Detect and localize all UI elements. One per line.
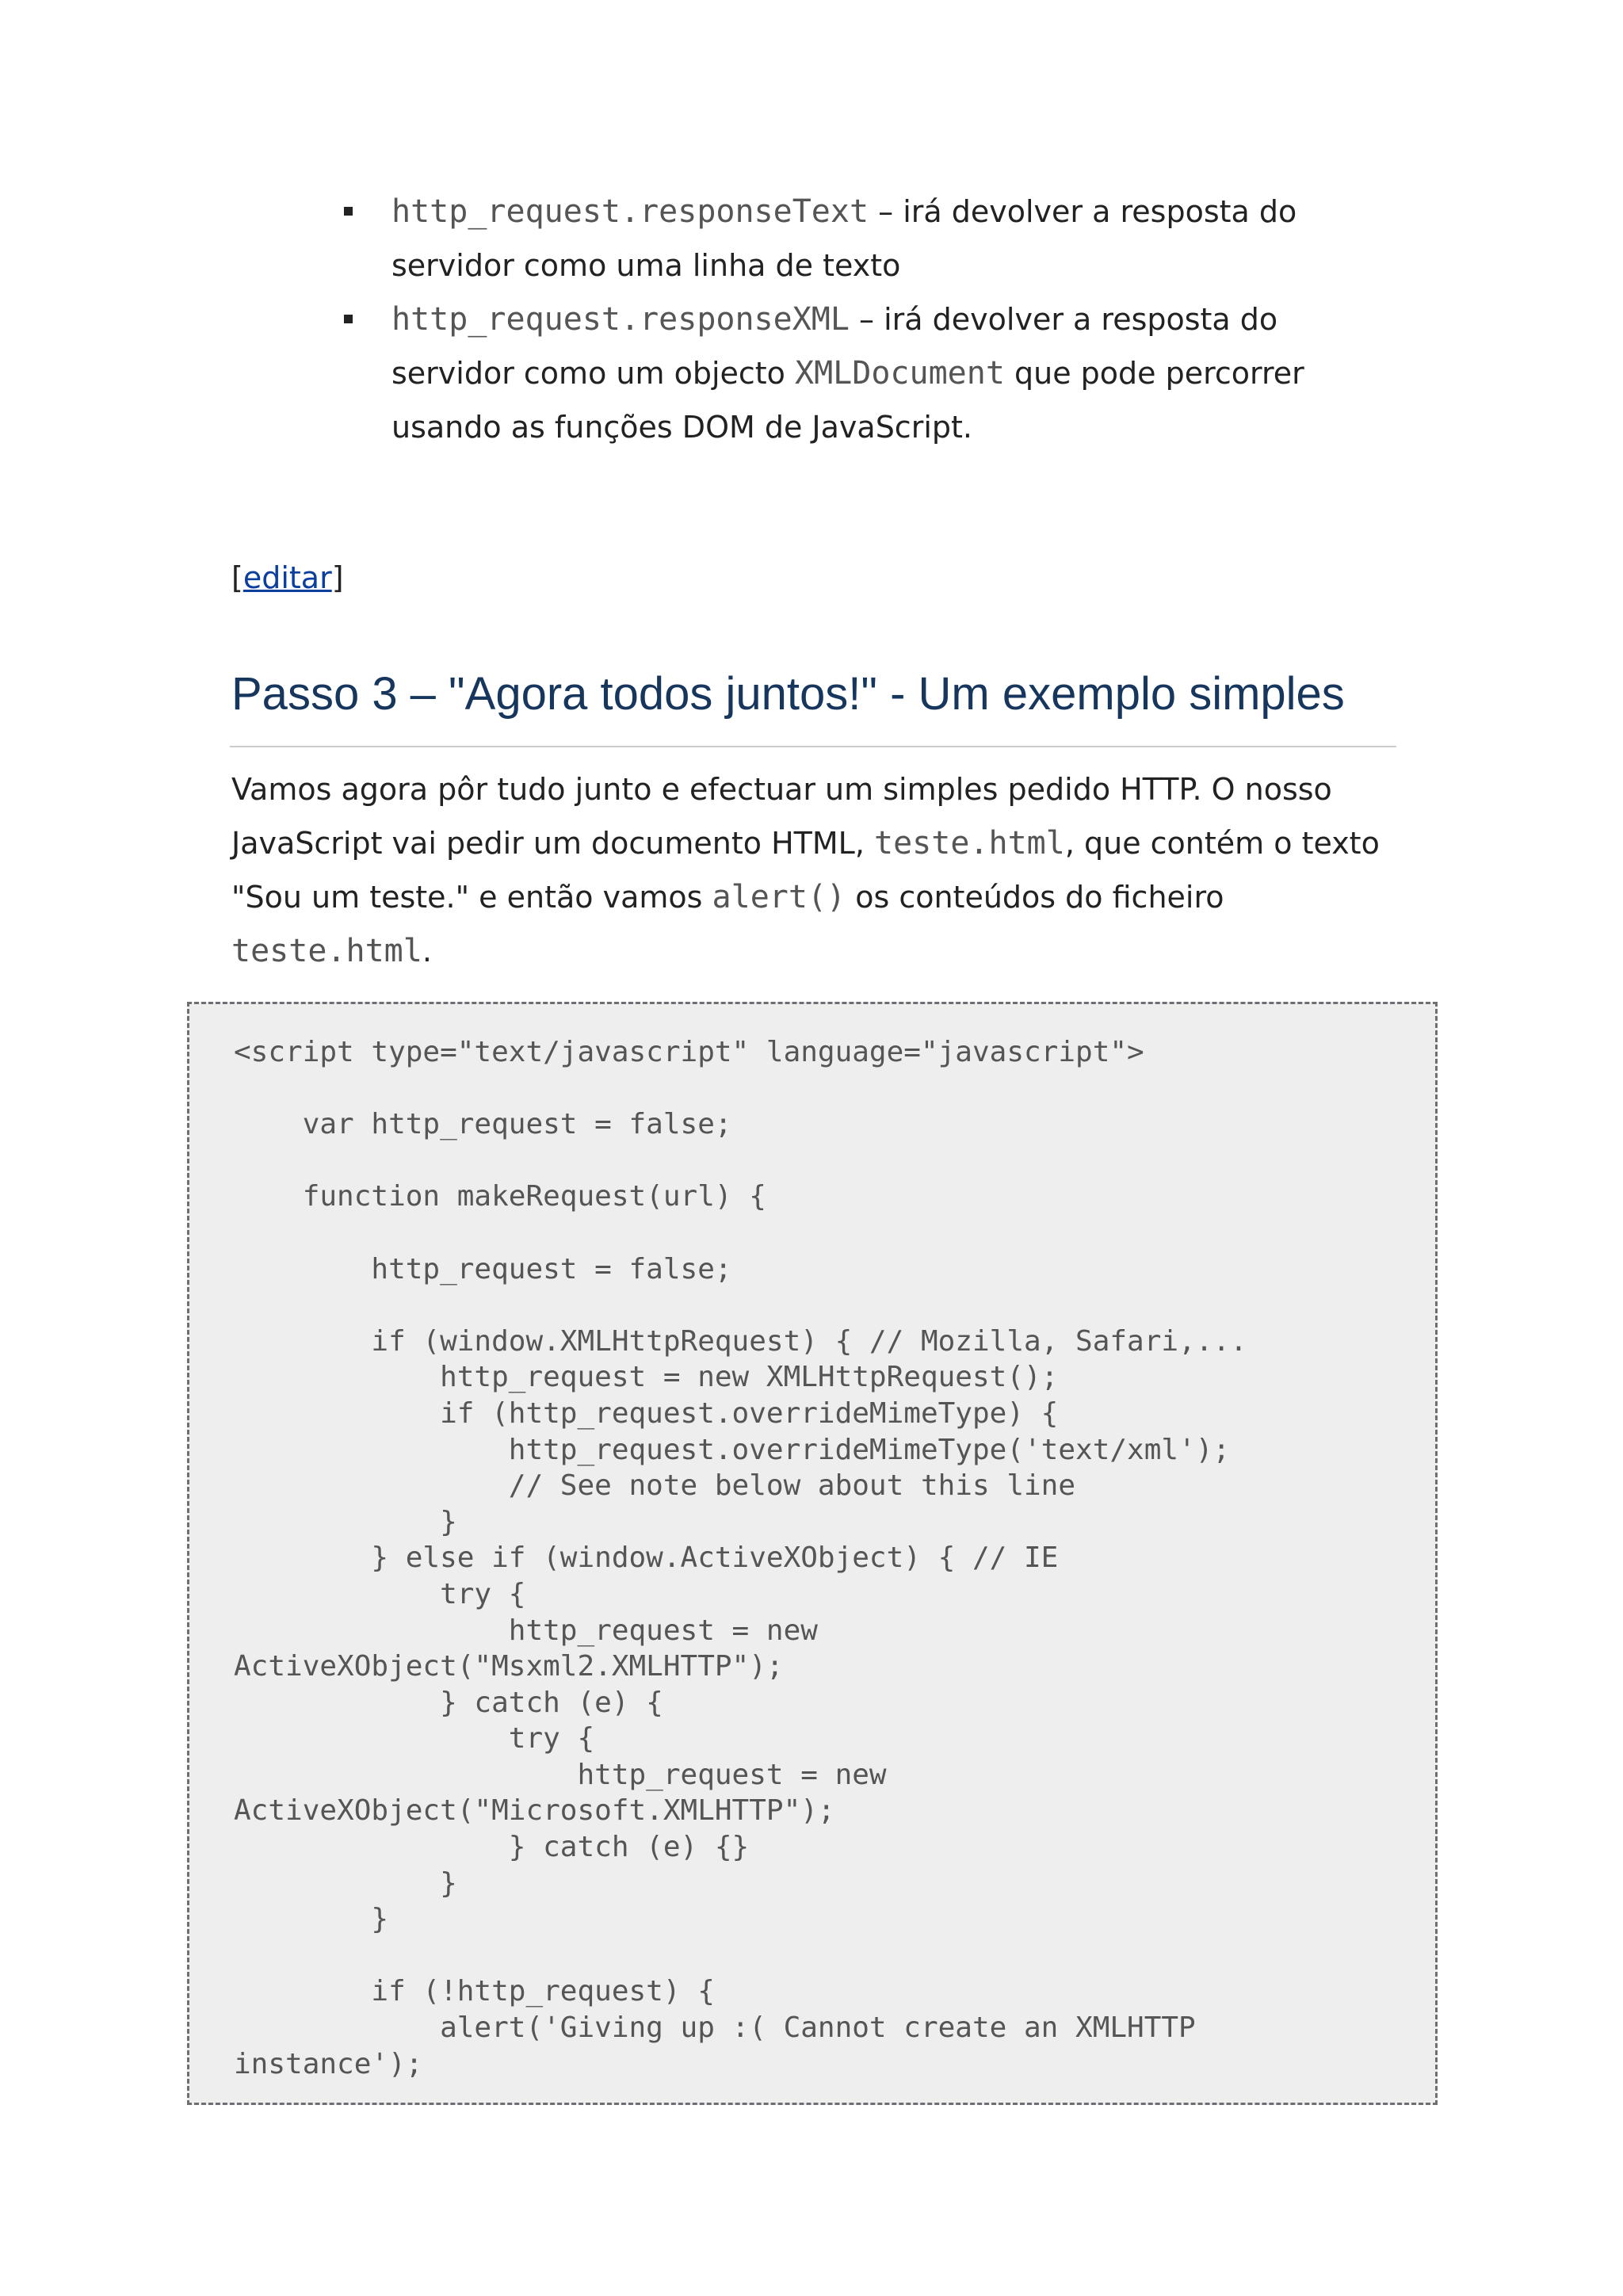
list-item-text: – irá devolver a resposta do servidor como uma linha de texto — [391, 194, 1297, 283]
inline-code: alert() — [712, 879, 846, 915]
code-listing: <script type="text/javascript" language="javascript"> var http_request = false; function makeRequest(url) { http_request = false; if (window.XMLHttpRequest) { // Mozilla, Safari,... http_request = new XMLHttpRequest(); if (http_request.overrideMimeType) { http_request.overrideMimeType('text/xml'); // See note below about this line } } else if (window.ActiveXObject) { // IE try { http_request = new ActiveXObject("Msxml2.XMLHTTP"); } catch (e) { try { http_request = new ActiveXObject("Microsoft.XMLHTTP"); } catch (e) {} } } if (!http_request) { alert('Giving up :( Cannot create an XMLHTTP instance'); — [234, 1036, 1247, 2080]
heading-divider — [230, 746, 1396, 747]
intro-text: Vamos agora pôr tudo junto e efectuar um simples pedido HTTP. O nosso JavaScript vai pedir um documento HTML, — [231, 772, 1332, 861]
edit-link[interactable]: editar — [242, 560, 332, 595]
list-item-text: – irá devolver a resposta do servidor como um objecto — [391, 302, 1278, 391]
list-item — [341, 185, 1395, 292]
list-item-text: que pode percorrer usando as funções DOM de JavaScript. — [391, 356, 1304, 445]
edit-close-bracket: ] — [331, 560, 344, 595]
edit-section-link — [231, 558, 344, 598]
intro-text: , que contém o texto "Sou um teste." e então vamos — [231, 826, 1380, 915]
property-list — [341, 185, 1395, 454]
intro-paragraph — [231, 762, 1396, 978]
section-heading: Passo 3 – "Agora todos juntos!" - Um exemplo simples — [231, 668, 1345, 720]
inline-code: http_request.responseXML — [391, 301, 850, 338]
inline-code: XMLDocument — [795, 355, 1005, 392]
bullet-square-icon — [344, 207, 353, 216]
inline-code: teste.html — [874, 825, 1065, 861]
edit-open-bracket: [ — [231, 560, 243, 595]
list-item — [341, 292, 1395, 454]
intro-text: . — [422, 934, 432, 968]
bullet-square-icon — [344, 315, 353, 323]
intro-text: os conteúdos do ficheiro — [846, 880, 1224, 915]
inline-code: http_request.responseText — [391, 193, 869, 230]
code-block — [187, 1002, 1438, 2105]
inline-code: teste.html — [231, 933, 422, 969]
